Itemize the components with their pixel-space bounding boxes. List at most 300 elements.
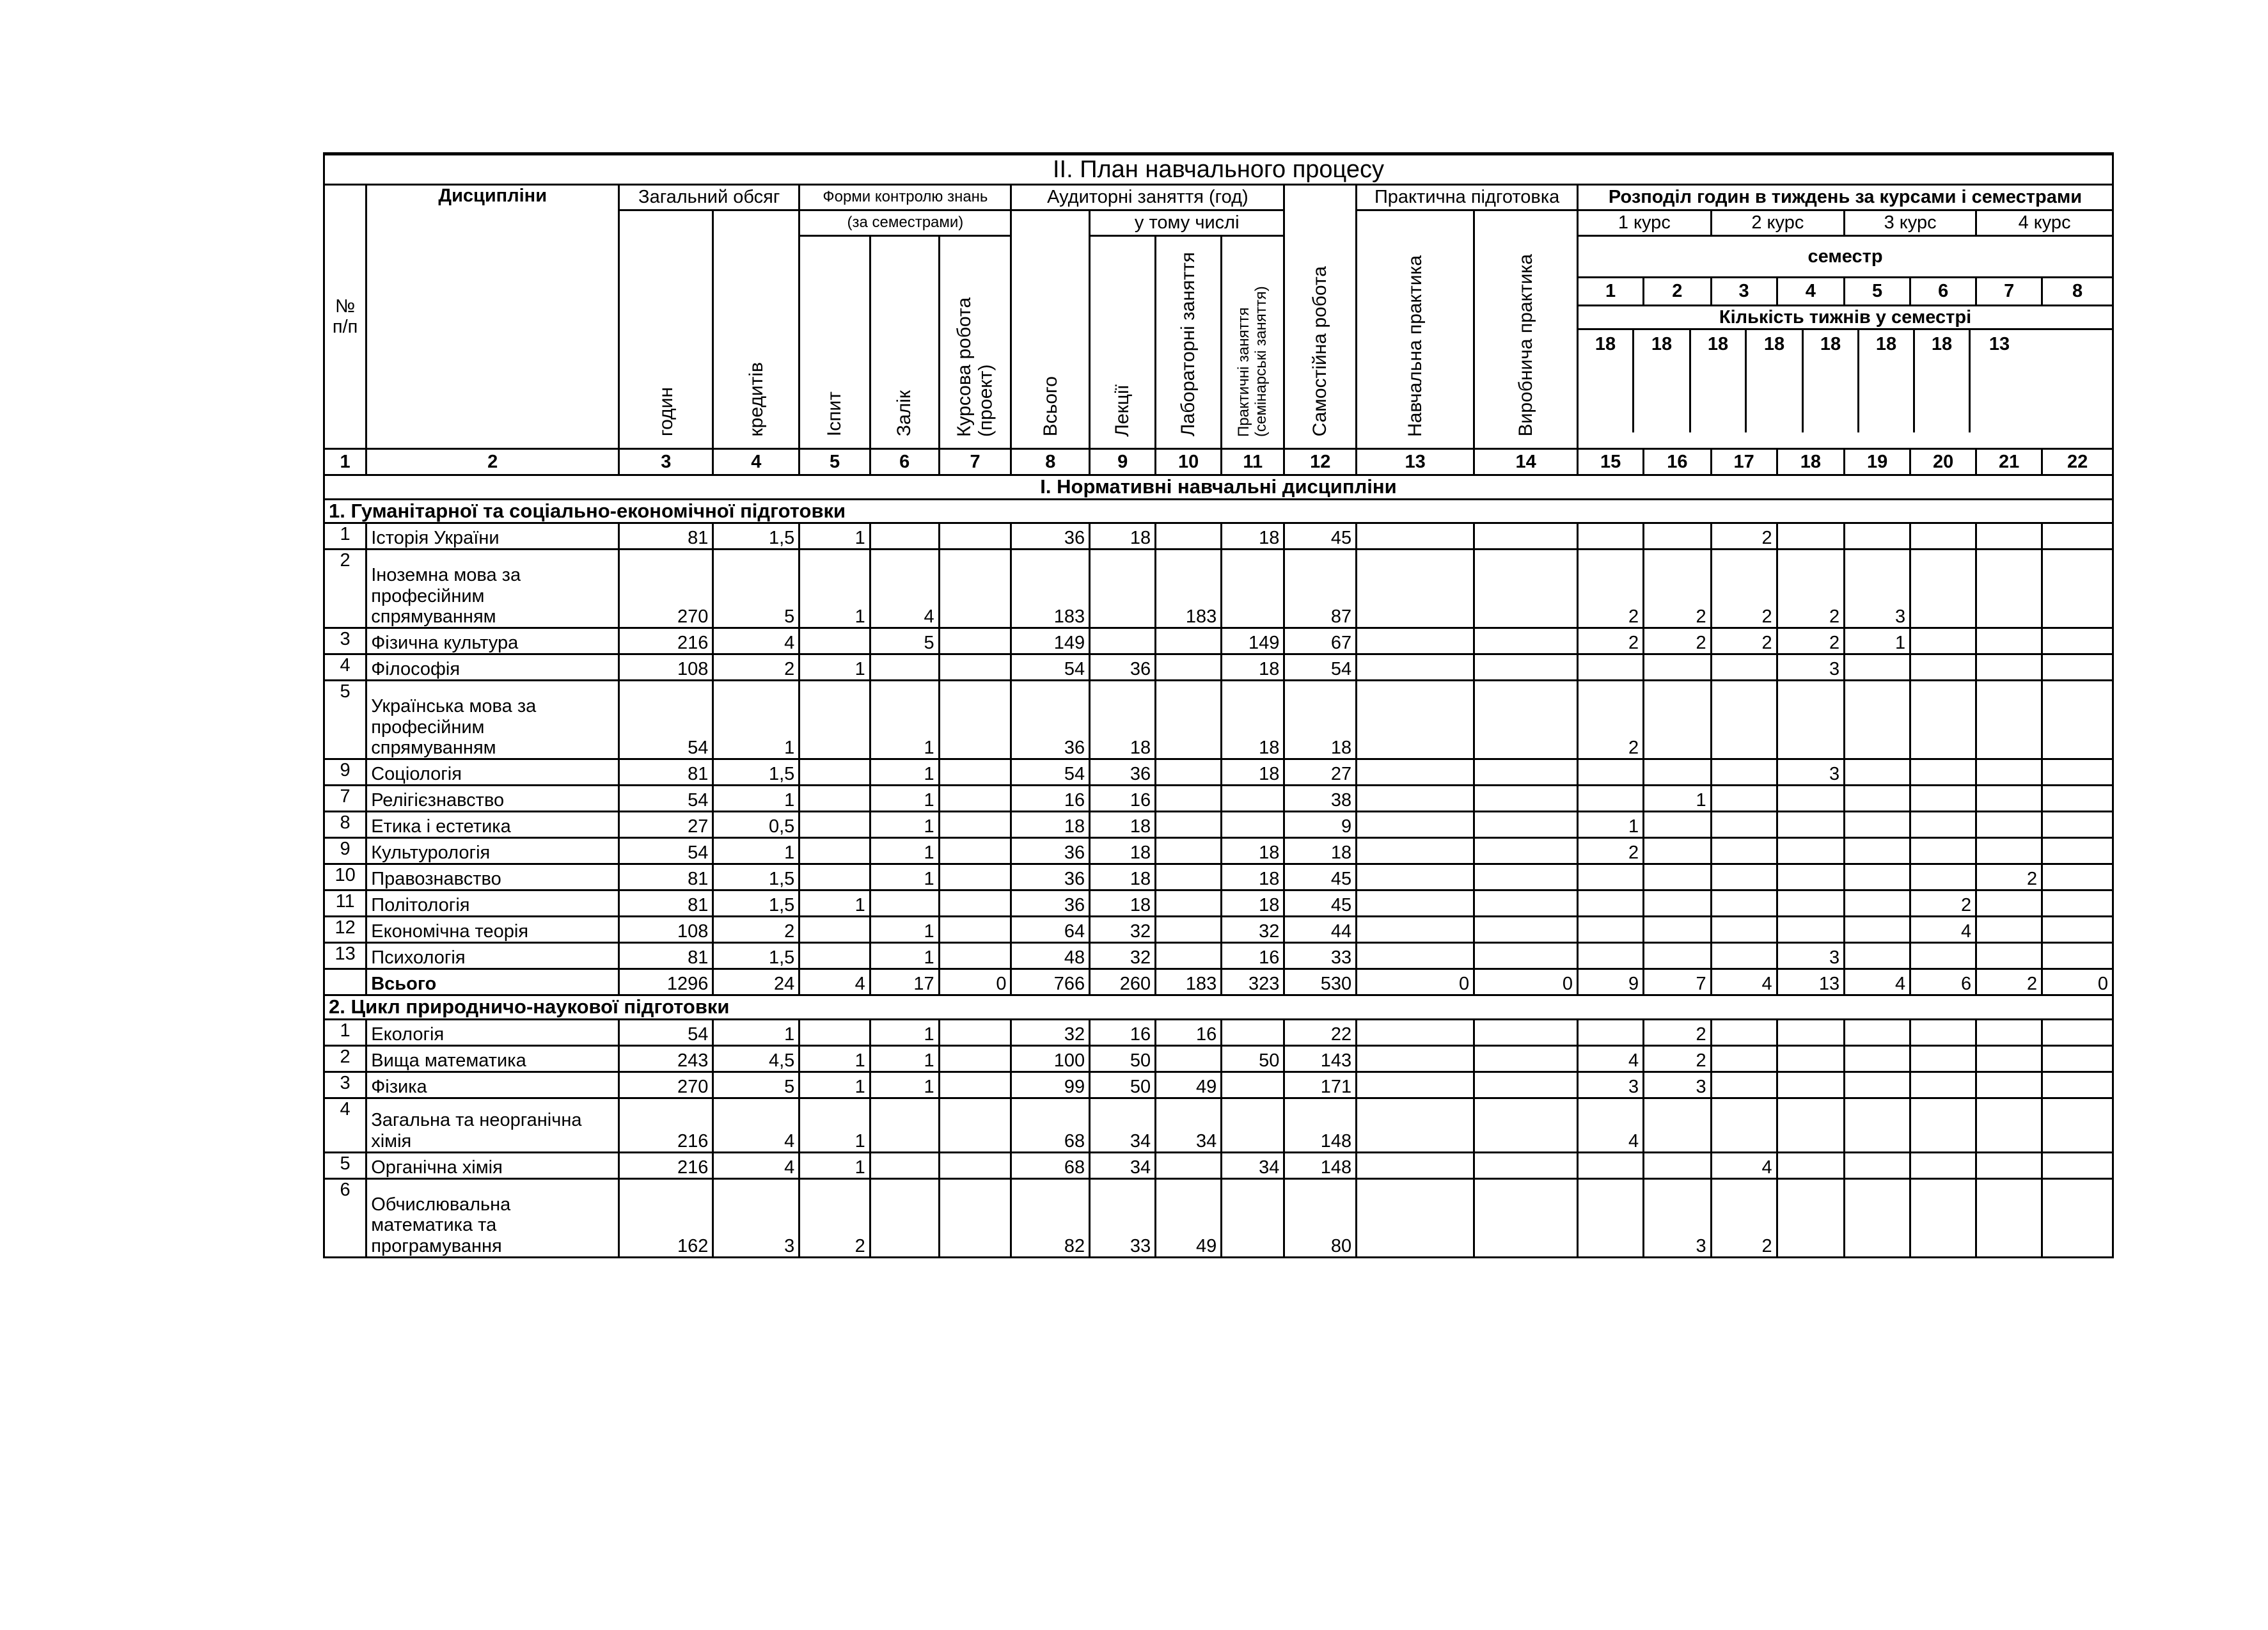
value-cell	[1644, 943, 1711, 969]
value-cell	[1578, 523, 1644, 550]
value-cell	[1910, 1046, 1976, 1072]
value-cell: 81	[619, 864, 713, 890]
value-cell	[1845, 1046, 1910, 1072]
value-cell	[939, 628, 1011, 654]
value-cell: 34	[1156, 1098, 1222, 1153]
value-cell	[1644, 523, 1711, 550]
col-index: 17	[1711, 449, 1777, 475]
discipline-name: Релігієзнавство	[366, 786, 619, 812]
discipline-name: Соціологія	[366, 759, 619, 786]
value-cell	[1474, 550, 1578, 628]
table-row	[324, 812, 2113, 838]
value-cell	[1474, 1020, 1578, 1046]
value-cell: 1,5	[713, 523, 799, 550]
value-cell	[799, 838, 870, 864]
semester-2: 2	[1644, 277, 1711, 306]
value-cell: 216	[619, 628, 713, 654]
value-cell	[799, 759, 870, 786]
value-cell	[1578, 1179, 1644, 1258]
weeks-6: 18	[1859, 330, 1915, 432]
col-index: 2	[366, 449, 619, 475]
value-cell	[1777, 812, 1844, 838]
value-cell: 81	[619, 890, 713, 917]
value-cell: 4	[713, 1098, 799, 1153]
value-cell	[1644, 654, 1711, 681]
table-row	[324, 943, 2113, 969]
value-cell: 1296	[619, 969, 713, 995]
practice-training-header: Практична підготовка	[1357, 185, 1578, 210]
value-cell: 36	[1011, 681, 1090, 759]
table-row	[324, 628, 2113, 654]
row-number: 6	[324, 1179, 366, 1258]
value-cell: 1	[713, 681, 799, 759]
value-cell	[1976, 1072, 2042, 1098]
discipline-name: Іноземна мова за професійним спрямуванням	[366, 550, 619, 628]
value-cell	[1578, 917, 1644, 943]
value-cell	[1578, 759, 1644, 786]
value-cell: 171	[1284, 1072, 1357, 1098]
value-cell: 143	[1284, 1046, 1357, 1072]
value-cell	[1845, 864, 1910, 890]
value-cell: 1,5	[713, 864, 799, 890]
value-cell	[870, 1153, 939, 1179]
course-2-header: 2 курс	[1711, 210, 1845, 236]
discipline-name: Українська мова за професійним спрямуванням	[366, 681, 619, 759]
value-cell	[1156, 917, 1222, 943]
col-index: 11	[1222, 449, 1284, 475]
hours-header: годин	[619, 210, 713, 449]
value-cell	[1474, 864, 1578, 890]
value-cell: 4	[870, 550, 939, 628]
value-cell: 260	[1090, 969, 1156, 995]
value-cell	[1156, 654, 1222, 681]
value-cell	[1644, 812, 1711, 838]
value-cell	[1222, 786, 1284, 812]
value-cell: 183	[1156, 550, 1222, 628]
value-cell	[1222, 1020, 1284, 1046]
value-cell	[1976, 759, 2042, 786]
value-cell	[2042, 943, 2113, 969]
value-cell: 0,5	[713, 812, 799, 838]
value-cell	[1644, 1153, 1711, 1179]
value-cell	[1578, 943, 1644, 969]
value-cell: 2	[1910, 890, 1976, 917]
value-cell	[1644, 759, 1711, 786]
value-cell: 1	[1845, 628, 1910, 654]
value-cell: 32	[1011, 1020, 1090, 1046]
value-cell	[1357, 654, 1474, 681]
value-cell	[1845, 681, 1910, 759]
value-cell: 9	[1284, 812, 1357, 838]
weeks-7: 18	[1915, 330, 1971, 432]
value-cell: 1	[870, 943, 939, 969]
value-cell: 32	[1090, 917, 1156, 943]
value-cell: 16	[1011, 786, 1090, 812]
value-cell: 99	[1011, 1072, 1090, 1098]
discipline-name: Фізична культура	[366, 628, 619, 654]
value-cell: 2	[1777, 628, 1844, 654]
value-cell: 1	[799, 654, 870, 681]
value-cell	[1845, 1020, 1910, 1046]
value-cell: 3	[1777, 943, 1844, 969]
value-cell	[939, 917, 1011, 943]
value-cell	[1644, 1098, 1711, 1153]
practical-header: Практичні заняття (семінарські заняття)	[1222, 236, 1284, 449]
value-cell: 2	[1711, 628, 1777, 654]
value-cell: 4	[1711, 1153, 1777, 1179]
value-cell: 1	[799, 1046, 870, 1072]
value-cell: 16	[1090, 1020, 1156, 1046]
value-cell	[1578, 654, 1644, 681]
value-cell: 270	[619, 550, 713, 628]
value-cell	[2042, 1179, 2113, 1258]
value-cell: 18	[1222, 864, 1284, 890]
value-cell	[1910, 1179, 1976, 1258]
value-cell	[799, 628, 870, 654]
weeks-block	[1578, 306, 2113, 449]
value-cell: 45	[1284, 890, 1357, 917]
table-row	[324, 1098, 2113, 1153]
value-cell	[1156, 681, 1222, 759]
value-cell: 32	[1090, 943, 1156, 969]
value-cell: 1	[870, 786, 939, 812]
value-cell: 3	[1777, 654, 1844, 681]
value-cell	[1474, 890, 1578, 917]
value-cell: 24	[713, 969, 799, 995]
value-cell	[1474, 943, 1578, 969]
value-cell	[1976, 628, 2042, 654]
value-cell: 54	[619, 838, 713, 864]
row-number	[324, 969, 366, 995]
col-index: 4	[713, 449, 799, 475]
value-cell	[1357, 917, 1474, 943]
value-cell	[1976, 523, 2042, 550]
row-number: 9	[324, 838, 366, 864]
value-cell	[1474, 917, 1578, 943]
value-cell: 1,5	[713, 890, 799, 917]
value-cell: 4	[799, 969, 870, 995]
value-cell: 149	[1011, 628, 1090, 654]
value-cell: 34	[1090, 1098, 1156, 1153]
value-cell	[1910, 786, 1976, 812]
value-cell: 36	[1011, 838, 1090, 864]
value-cell: 50	[1222, 1046, 1284, 1072]
discipline-name: Всього	[366, 969, 619, 995]
value-cell	[1711, 786, 1777, 812]
value-cell: 4	[1910, 917, 1976, 943]
value-cell: 3	[1644, 1072, 1711, 1098]
value-cell	[1845, 1153, 1910, 1179]
col-index: 7	[939, 449, 1011, 475]
discipline-name: Екологія	[366, 1020, 619, 1046]
semester-7: 7	[1976, 277, 2042, 306]
value-cell	[799, 812, 870, 838]
value-cell	[939, 1046, 1011, 1072]
value-cell	[939, 759, 1011, 786]
value-cell	[1222, 550, 1284, 628]
value-cell	[1156, 890, 1222, 917]
col-index: 16	[1644, 449, 1711, 475]
value-cell	[1777, 864, 1844, 890]
value-cell	[1845, 838, 1910, 864]
value-cell	[2042, 759, 2113, 786]
value-cell: 148	[1284, 1098, 1357, 1153]
value-cell: 4	[1578, 1046, 1644, 1072]
value-cell	[939, 550, 1011, 628]
value-cell: 1	[713, 786, 799, 812]
value-cell	[2042, 812, 2113, 838]
value-cell: 36	[1011, 523, 1090, 550]
discipline-name: Обчислювальна математика та програмування	[366, 1179, 619, 1258]
value-cell	[1474, 786, 1578, 812]
value-cell: 18	[1090, 890, 1156, 917]
col-index: 6	[870, 449, 939, 475]
value-cell: 17	[870, 969, 939, 995]
value-cell: 49	[1156, 1179, 1222, 1258]
value-cell	[1474, 1072, 1578, 1098]
value-cell	[1976, 654, 2042, 681]
value-cell: 1	[799, 890, 870, 917]
value-cell: 323	[1222, 969, 1284, 995]
value-cell: 1,5	[713, 943, 799, 969]
exam-header: Іспит	[799, 236, 870, 449]
row-number: 2	[324, 550, 366, 628]
row-number: 7	[324, 786, 366, 812]
value-cell	[939, 812, 1011, 838]
row-number: 3	[324, 1072, 366, 1098]
value-cell: 18	[1222, 890, 1284, 917]
value-cell	[1976, 1153, 2042, 1179]
value-cell	[1910, 864, 1976, 890]
value-cell: 6	[1910, 969, 1976, 995]
value-cell	[1474, 1179, 1578, 1258]
value-cell	[1357, 523, 1474, 550]
value-cell: 2	[713, 654, 799, 681]
value-cell	[1777, 1046, 1844, 1072]
value-cell	[1357, 681, 1474, 759]
value-cell	[1644, 864, 1711, 890]
value-cell	[1777, 523, 1844, 550]
value-cell: 1	[713, 1020, 799, 1046]
value-cell	[1845, 890, 1910, 917]
value-cell	[1910, 523, 1976, 550]
value-cell: 18	[1090, 864, 1156, 890]
value-cell	[1777, 786, 1844, 812]
value-cell	[1156, 864, 1222, 890]
value-cell	[1357, 786, 1474, 812]
value-cell	[1156, 628, 1222, 654]
value-cell	[1090, 628, 1156, 654]
value-cell	[2042, 786, 2113, 812]
value-cell: 16	[1222, 943, 1284, 969]
value-cell: 81	[619, 759, 713, 786]
col-index: 22	[2042, 449, 2113, 475]
col-index: 15	[1578, 449, 1644, 475]
col-index: 3	[619, 449, 713, 475]
course-3-header: 3 курс	[1845, 210, 1976, 236]
table-row	[324, 1072, 2113, 1098]
value-cell: 2	[1777, 550, 1844, 628]
value-cell: 5	[870, 628, 939, 654]
value-cell	[1910, 550, 1976, 628]
col-index: 5	[799, 449, 870, 475]
value-cell	[799, 864, 870, 890]
value-cell: 1	[799, 523, 870, 550]
value-cell: 64	[1011, 917, 1090, 943]
value-cell	[1357, 864, 1474, 890]
discipline-name: Психологія	[366, 943, 619, 969]
weeks-1: 18	[1579, 330, 1634, 432]
including-header: у тому числі	[1090, 210, 1284, 236]
discipline-name: Філософія	[366, 654, 619, 681]
value-cell: 18	[1222, 681, 1284, 759]
part-title: І. Нормативні навчальні дисципліни	[324, 475, 2113, 500]
column-index-row	[324, 449, 2113, 475]
value-cell: 4	[1845, 969, 1910, 995]
value-cell	[1777, 681, 1844, 759]
value-cell: 1	[870, 917, 939, 943]
value-cell: 45	[1284, 864, 1357, 890]
value-cell	[1845, 943, 1910, 969]
row-number: 12	[324, 917, 366, 943]
value-cell: 5	[713, 1072, 799, 1098]
value-cell: 1	[799, 1153, 870, 1179]
plan-title: ІІ. План навчального процесу	[324, 154, 2113, 185]
value-cell	[939, 654, 1011, 681]
discipline-name: Історія України	[366, 523, 619, 550]
col-index: 13	[1357, 449, 1474, 475]
value-cell	[1357, 628, 1474, 654]
value-cell	[1711, 917, 1777, 943]
value-cell	[2042, 1020, 2113, 1046]
value-cell	[1474, 1153, 1578, 1179]
value-cell	[870, 1098, 939, 1153]
value-cell	[1357, 759, 1474, 786]
value-cell	[870, 890, 939, 917]
semester-header: семестр	[1578, 236, 2113, 278]
discipline-name: Економічна теорія	[366, 917, 619, 943]
value-cell	[1357, 943, 1474, 969]
value-cell	[1156, 943, 1222, 969]
value-cell: 1	[870, 759, 939, 786]
table-body	[324, 475, 2113, 1258]
value-cell: 2	[1644, 550, 1711, 628]
value-cell: 32	[1222, 917, 1284, 943]
value-cell	[1156, 838, 1222, 864]
course-4-header: 4 курс	[1976, 210, 2113, 236]
value-cell: 2	[1644, 628, 1711, 654]
value-cell: 2	[1976, 969, 2042, 995]
value-cell: 0	[939, 969, 1011, 995]
value-cell	[1777, 1072, 1844, 1098]
curriculum-table	[323, 152, 2114, 1258]
value-cell	[1845, 523, 1910, 550]
value-cell: 149	[1222, 628, 1284, 654]
value-cell	[2042, 917, 2113, 943]
value-cell: 81	[619, 943, 713, 969]
value-cell	[939, 681, 1011, 759]
value-cell: 27	[1284, 759, 1357, 786]
value-cell	[1976, 1098, 2042, 1153]
value-cell: 54	[1011, 654, 1090, 681]
value-cell	[1156, 759, 1222, 786]
num-header: № п/п	[324, 185, 366, 449]
value-cell	[1644, 890, 1711, 917]
table-row	[324, 550, 2113, 628]
table-row	[324, 1179, 2113, 1258]
value-cell	[1357, 812, 1474, 838]
value-cell	[2042, 864, 2113, 890]
value-cell	[1644, 838, 1711, 864]
value-cell	[1711, 654, 1777, 681]
by-semesters-header: (за семестрами)	[799, 210, 1011, 236]
value-cell	[1711, 1098, 1777, 1153]
value-cell	[2042, 1046, 2113, 1072]
value-cell: 3	[1777, 759, 1844, 786]
row-number: 1	[324, 1020, 366, 1046]
value-cell: 50	[1090, 1072, 1156, 1098]
value-cell: 1	[799, 1098, 870, 1153]
value-cell: 45	[1284, 523, 1357, 550]
value-cell	[1777, 890, 1844, 917]
value-cell: 67	[1284, 628, 1357, 654]
value-cell: 108	[619, 654, 713, 681]
value-cell	[1910, 838, 1976, 864]
total-volume-header: Загальний обсяг	[619, 185, 799, 210]
value-cell	[1845, 786, 1910, 812]
value-cell: 18	[1090, 523, 1156, 550]
distribution-header: Розподіл годин в тиждень за курсами і семестрами	[1578, 185, 2113, 210]
value-cell	[1357, 838, 1474, 864]
value-cell	[1357, 1179, 1474, 1258]
value-cell: 530	[1284, 969, 1357, 995]
value-cell: 18	[1222, 523, 1284, 550]
value-cell	[1976, 838, 2042, 864]
weeks-label: Кількість тижнів у семестрі	[1579, 306, 2112, 330]
value-cell	[1474, 1046, 1578, 1072]
value-cell	[939, 864, 1011, 890]
value-cell: 2	[1578, 681, 1644, 759]
value-cell: 2	[1644, 1020, 1711, 1046]
value-cell: 3	[1644, 1179, 1711, 1258]
value-cell	[1578, 890, 1644, 917]
value-cell: 162	[619, 1179, 713, 1258]
value-cell	[1357, 550, 1474, 628]
value-cell	[1357, 890, 1474, 917]
value-cell	[1711, 681, 1777, 759]
row-number: 8	[324, 812, 366, 838]
value-cell: 2	[1711, 1179, 1777, 1258]
value-cell	[1910, 681, 1976, 759]
value-cell: 18	[1222, 838, 1284, 864]
value-cell	[1156, 523, 1222, 550]
value-cell	[1711, 838, 1777, 864]
value-cell: 0	[1474, 969, 1578, 995]
value-cell	[1156, 812, 1222, 838]
value-cell: 27	[619, 812, 713, 838]
value-cell	[1644, 917, 1711, 943]
value-cell	[2042, 523, 2113, 550]
value-cell	[1845, 1072, 1910, 1098]
value-cell: 2	[1976, 864, 2042, 890]
value-cell	[1090, 550, 1156, 628]
value-cell	[2042, 681, 2113, 759]
value-cell: 49	[1156, 1072, 1222, 1098]
value-cell	[1474, 838, 1578, 864]
value-cell	[1976, 812, 2042, 838]
discipline-name: Фізика	[366, 1072, 619, 1098]
value-cell	[1910, 759, 1976, 786]
